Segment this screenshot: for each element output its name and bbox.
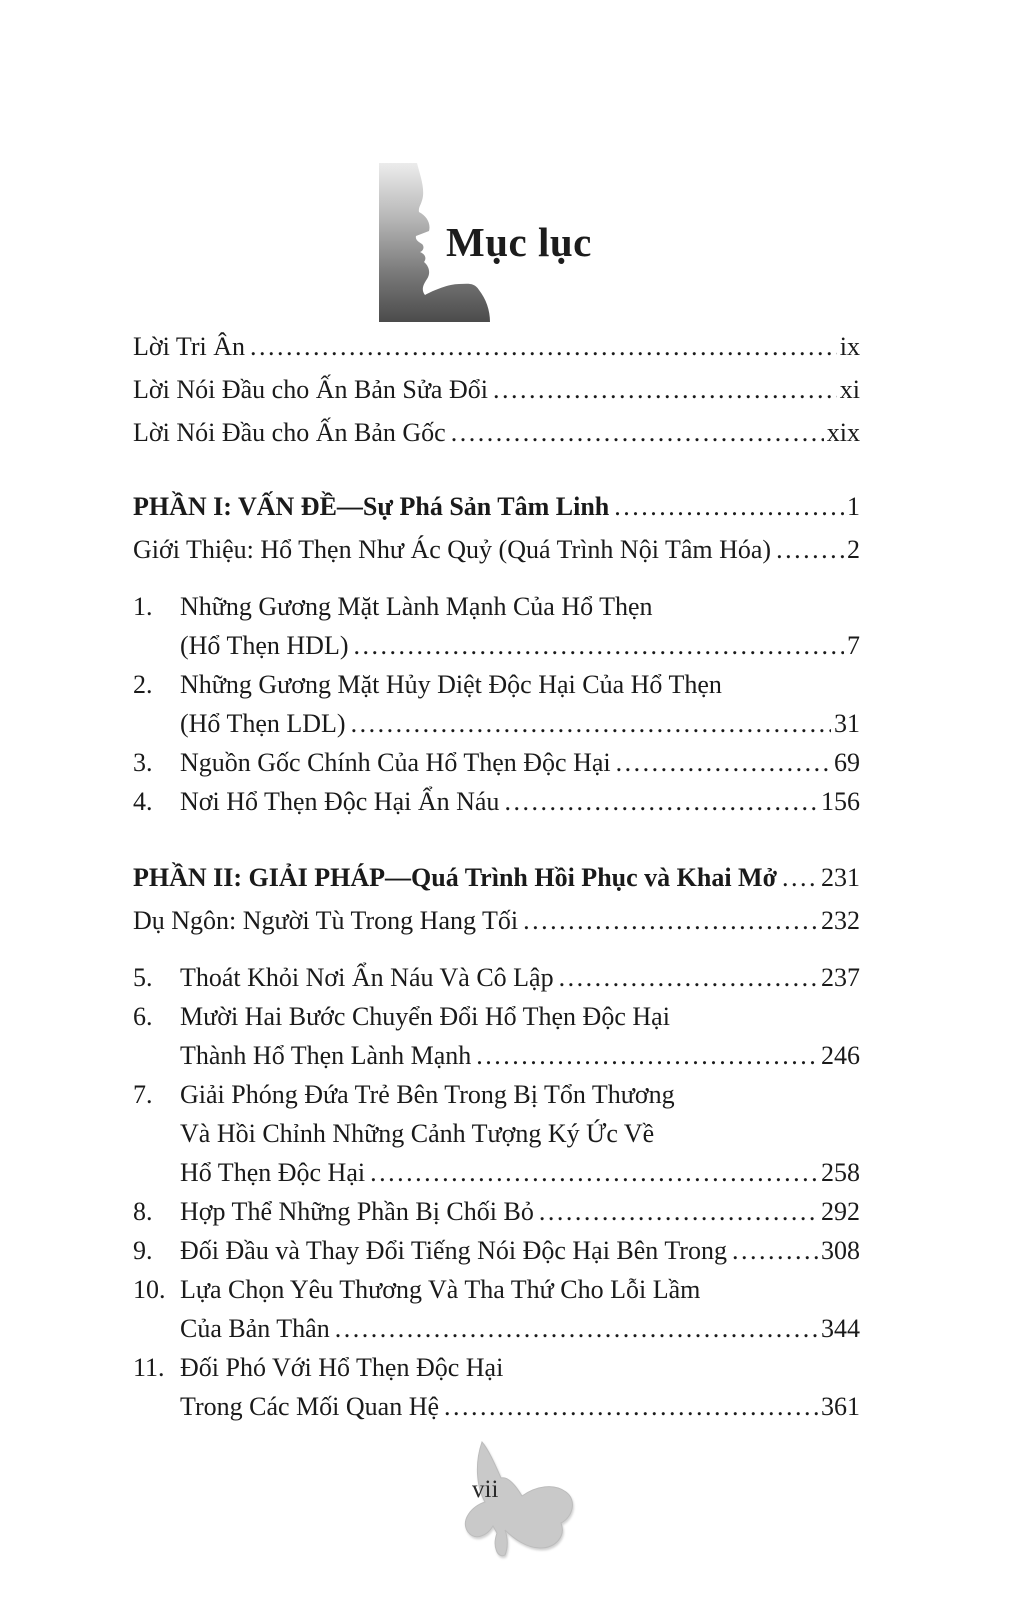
dot-leader [782, 863, 818, 893]
toc-entry-label: Lựa Chọn Yêu Thương Và Tha Thứ Cho Lỗi Lầm [180, 1275, 701, 1304]
toc-entry [133, 1080, 860, 1119]
toc-entry [133, 535, 860, 578]
chapter-number: 5. [133, 963, 153, 992]
chapter-number: 7. [133, 1080, 153, 1109]
dot-leader [539, 1197, 818, 1227]
toc-entry-page: 258 [821, 1158, 860, 1187]
toc-entry-page: 232 [821, 906, 860, 935]
toc-entry-page: 7 [847, 631, 860, 660]
toc-entry-label: Thoát Khỏi Nơi Ẩn Náu Và Cô Lập [180, 963, 554, 992]
chapter-number: 11. [133, 1353, 165, 1382]
toc-entry-label: Thành Hổ Thẹn Lành Mạnh [180, 1041, 472, 1070]
dot-leader [353, 631, 844, 661]
toc-entry-label: Trong Các Mối Quan Hệ [180, 1392, 440, 1421]
toc-entry-page: 308 [821, 1236, 860, 1265]
toc-entry [133, 748, 860, 787]
toc-entry [133, 1002, 860, 1041]
toc-entry-label: Nơi Hổ Thẹn Độc Hại Ẩn Náu [180, 787, 500, 816]
dot-leader [504, 787, 818, 817]
toc-entry-page: 69 [834, 748, 860, 777]
dot-leader [451, 418, 824, 448]
toc-entry-label: Hổ Thẹn Độc Hại [180, 1158, 366, 1187]
toc-entry-continuation [133, 1158, 860, 1197]
toc-entry-label: Dụ Ngôn: Người Tù Trong Hang Tối [133, 906, 519, 935]
dot-leader [732, 1236, 818, 1266]
dot-leader [616, 748, 831, 778]
dot-leader [444, 1392, 818, 1422]
part-heading-label: PHẦN II: GIẢI PHÁP—Quá Trình Hồi Phục và Khai Mở [133, 863, 777, 892]
part2-heading [133, 863, 860, 906]
dot-leader [476, 1041, 818, 1071]
toc-entry [133, 906, 860, 949]
toc-entry-page: 2 [847, 535, 860, 564]
toc-entry-continuation [133, 1041, 860, 1080]
toc-entry-label: Và Hồi Chỉnh Những Cảnh Tượng Ký Ức Về [180, 1119, 655, 1148]
chapter-number: 3. [133, 748, 153, 777]
toc-entry-label: Đối Phó Với Hổ Thẹn Độc Hại [180, 1353, 504, 1382]
toc-entry-page: 1 [847, 492, 860, 521]
toc-entry [133, 375, 860, 418]
toc-entry [133, 418, 860, 461]
chapter-number: 8. [133, 1197, 153, 1226]
chapter-number: 9. [133, 1236, 153, 1265]
dot-leader [370, 1158, 818, 1188]
page-number: vii [472, 1476, 499, 1503]
toc-entry-page: xix [826, 418, 860, 447]
toc-entry [133, 963, 860, 1002]
toc-entry-label: Nguồn Gốc Chính Của Hổ Thẹn Độc Hại [180, 748, 611, 777]
toc-entry-page: 31 [834, 709, 860, 738]
toc-entry [133, 332, 860, 375]
chapter-number: 1. [133, 592, 153, 621]
dot-leader [614, 492, 844, 522]
dot-leader [559, 963, 818, 993]
toc-entry [133, 1197, 860, 1236]
dot-leader [776, 535, 844, 565]
page-title: Mục lục [446, 219, 592, 265]
toc-entry-label: Mười Hai Bước Chuyển Đổi Hổ Thẹn Độc Hại [180, 1002, 670, 1031]
toc-entry-continuation [133, 709, 860, 748]
chapter-number: 6. [133, 1002, 153, 1031]
toc-entry-label: Giải Phóng Đứa Trẻ Bên Trong Bị Tổn Thương [180, 1080, 675, 1109]
toc-entry-label: Giới Thiệu: Hổ Thẹn Như Ác Quỷ (Quá Trình Nội Tâm Hóa) [133, 535, 772, 564]
chapter-number: 4. [133, 787, 153, 816]
table-of-contents [133, 332, 860, 1431]
dot-leader [335, 1314, 818, 1344]
toc-entry-continuation [133, 1119, 860, 1158]
part-heading-label: PHẦN I: VẤN ĐỀ—Sự Phá Sản Tâm Linh [133, 492, 610, 521]
toc-entry-label: Những Gương Mặt Lành Mạnh Của Hổ Thẹn [180, 592, 653, 621]
toc-entry-label: Lời Nói Đầu cho Ấn Bản Sửa Đổi [133, 375, 488, 404]
toc-entry [133, 670, 860, 709]
toc-entry-continuation [133, 1392, 860, 1431]
dot-leader [523, 906, 818, 936]
toc-entry-page: 156 [821, 787, 860, 816]
toc-entry-page: 292 [821, 1197, 860, 1226]
toc-entry [133, 1236, 860, 1275]
toc-entry [133, 1353, 860, 1392]
part1-heading [133, 492, 860, 535]
toc-entry [133, 787, 860, 826]
butterfly-ornament-icon [448, 1436, 582, 1576]
chapter-number: 2. [133, 670, 153, 699]
toc-entry [133, 592, 860, 631]
toc-entry-label: Của Bản Thân [180, 1314, 330, 1343]
dot-leader [250, 332, 837, 362]
toc-entry-label: Lời Tri Ân [133, 332, 246, 361]
toc-entry-continuation [133, 631, 860, 670]
toc-entry-page: 246 [821, 1041, 860, 1070]
toc-entry-label: Lời Nói Đầu cho Ấn Bản Gốc [133, 418, 446, 447]
chapter-number: 10. [133, 1275, 166, 1304]
toc-entry-label: Đối Đầu và Thay Đổi Tiếng Nói Độc Hại Bên Trong [180, 1236, 727, 1265]
toc-entry-label: (Hổ Thẹn LDL) [180, 709, 346, 738]
toc-entry-page: 231 [821, 863, 860, 892]
toc-entry-label: Hợp Thể Những Phần Bị Chối Bỏ [180, 1197, 534, 1226]
toc-entry-label: (Hổ Thẹn HDL) [180, 631, 349, 660]
dot-leader [493, 375, 837, 405]
toc-entry-continuation [133, 1314, 860, 1353]
toc-entry-label: Những Gương Mặt Hủy Diệt Độc Hại Của Hổ Thẹn [180, 670, 722, 699]
toc-entry-page: 237 [821, 963, 860, 992]
toc-entry [133, 1275, 860, 1314]
toc-entry-page: 361 [821, 1392, 860, 1421]
toc-entry-page: xi [839, 375, 860, 404]
toc-entry-page: ix [839, 332, 860, 361]
dot-leader [351, 709, 831, 739]
toc-entry-page: 344 [821, 1314, 860, 1343]
